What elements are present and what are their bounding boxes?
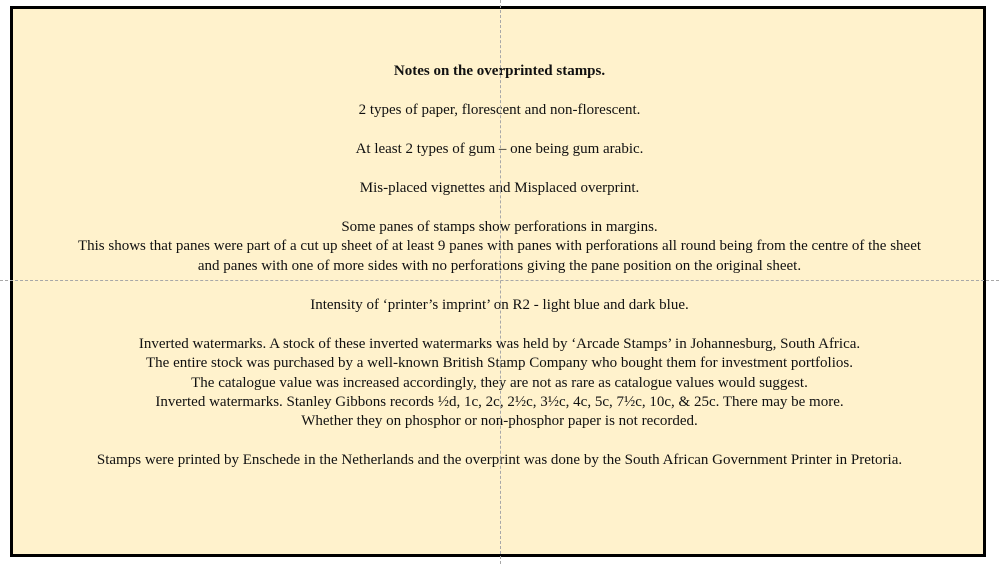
notes-title: Notes on the overprinted stamps.: [393, 63, 606, 79]
printer-note: Stamps were printed by Enschede in the Netherlands and the overprint was done by the South African Government Printer in Pretoria.: [96, 452, 903, 468]
gum-note: At least 2 types of gum – one being gum arabic.: [355, 141, 644, 157]
watermark-note-line-3: The catalogue value was increased accordingly, they are not as rare as catalogue values would suggest.: [191, 375, 808, 391]
panes-note-line-1: Some panes of stamps show perforations in margins.: [341, 219, 658, 235]
vertical-center-guide: [500, 0, 501, 564]
horizontal-center-guide: [0, 280, 999, 281]
watermark-note-line-1: Inverted watermarks. A stock of these inverted watermarks was held by ‘Arcade Stamps’ in Johannesburg, South Africa.: [138, 336, 861, 352]
watermark-note-line-5: Whether they on phosphor or non-phosphor paper is not recorded.: [301, 413, 698, 429]
imprint-note: Intensity of ‘printer’s imprint’ on R2 - light blue and dark blue.: [310, 297, 689, 313]
panes-note-line-3: and panes with one of more sides with no perforations giving the pane position on the original sheet.: [197, 258, 802, 274]
vignette-note: Mis-placed vignettes and Misplaced overprint.: [359, 180, 640, 196]
paper-note: 2 types of paper, florescent and non-florescent.: [358, 102, 641, 118]
notes-panel: [10, 6, 986, 557]
watermark-note-line-4: Inverted watermarks. Stanley Gibbons records ½d, 1c, 2c, 2½c, 3½c, 4c, 5c, 7½c, 10c, & 25c. There may be more.: [155, 394, 844, 410]
watermark-note-line-2: The entire stock was purchased by a well-known British Stamp Company who bought them for investment portfolios.: [146, 355, 853, 371]
panes-note-line-2: This shows that panes were part of a cut up sheet of at least 9 panes with panes with perforations all round being from the centre of the sheet: [77, 238, 922, 254]
